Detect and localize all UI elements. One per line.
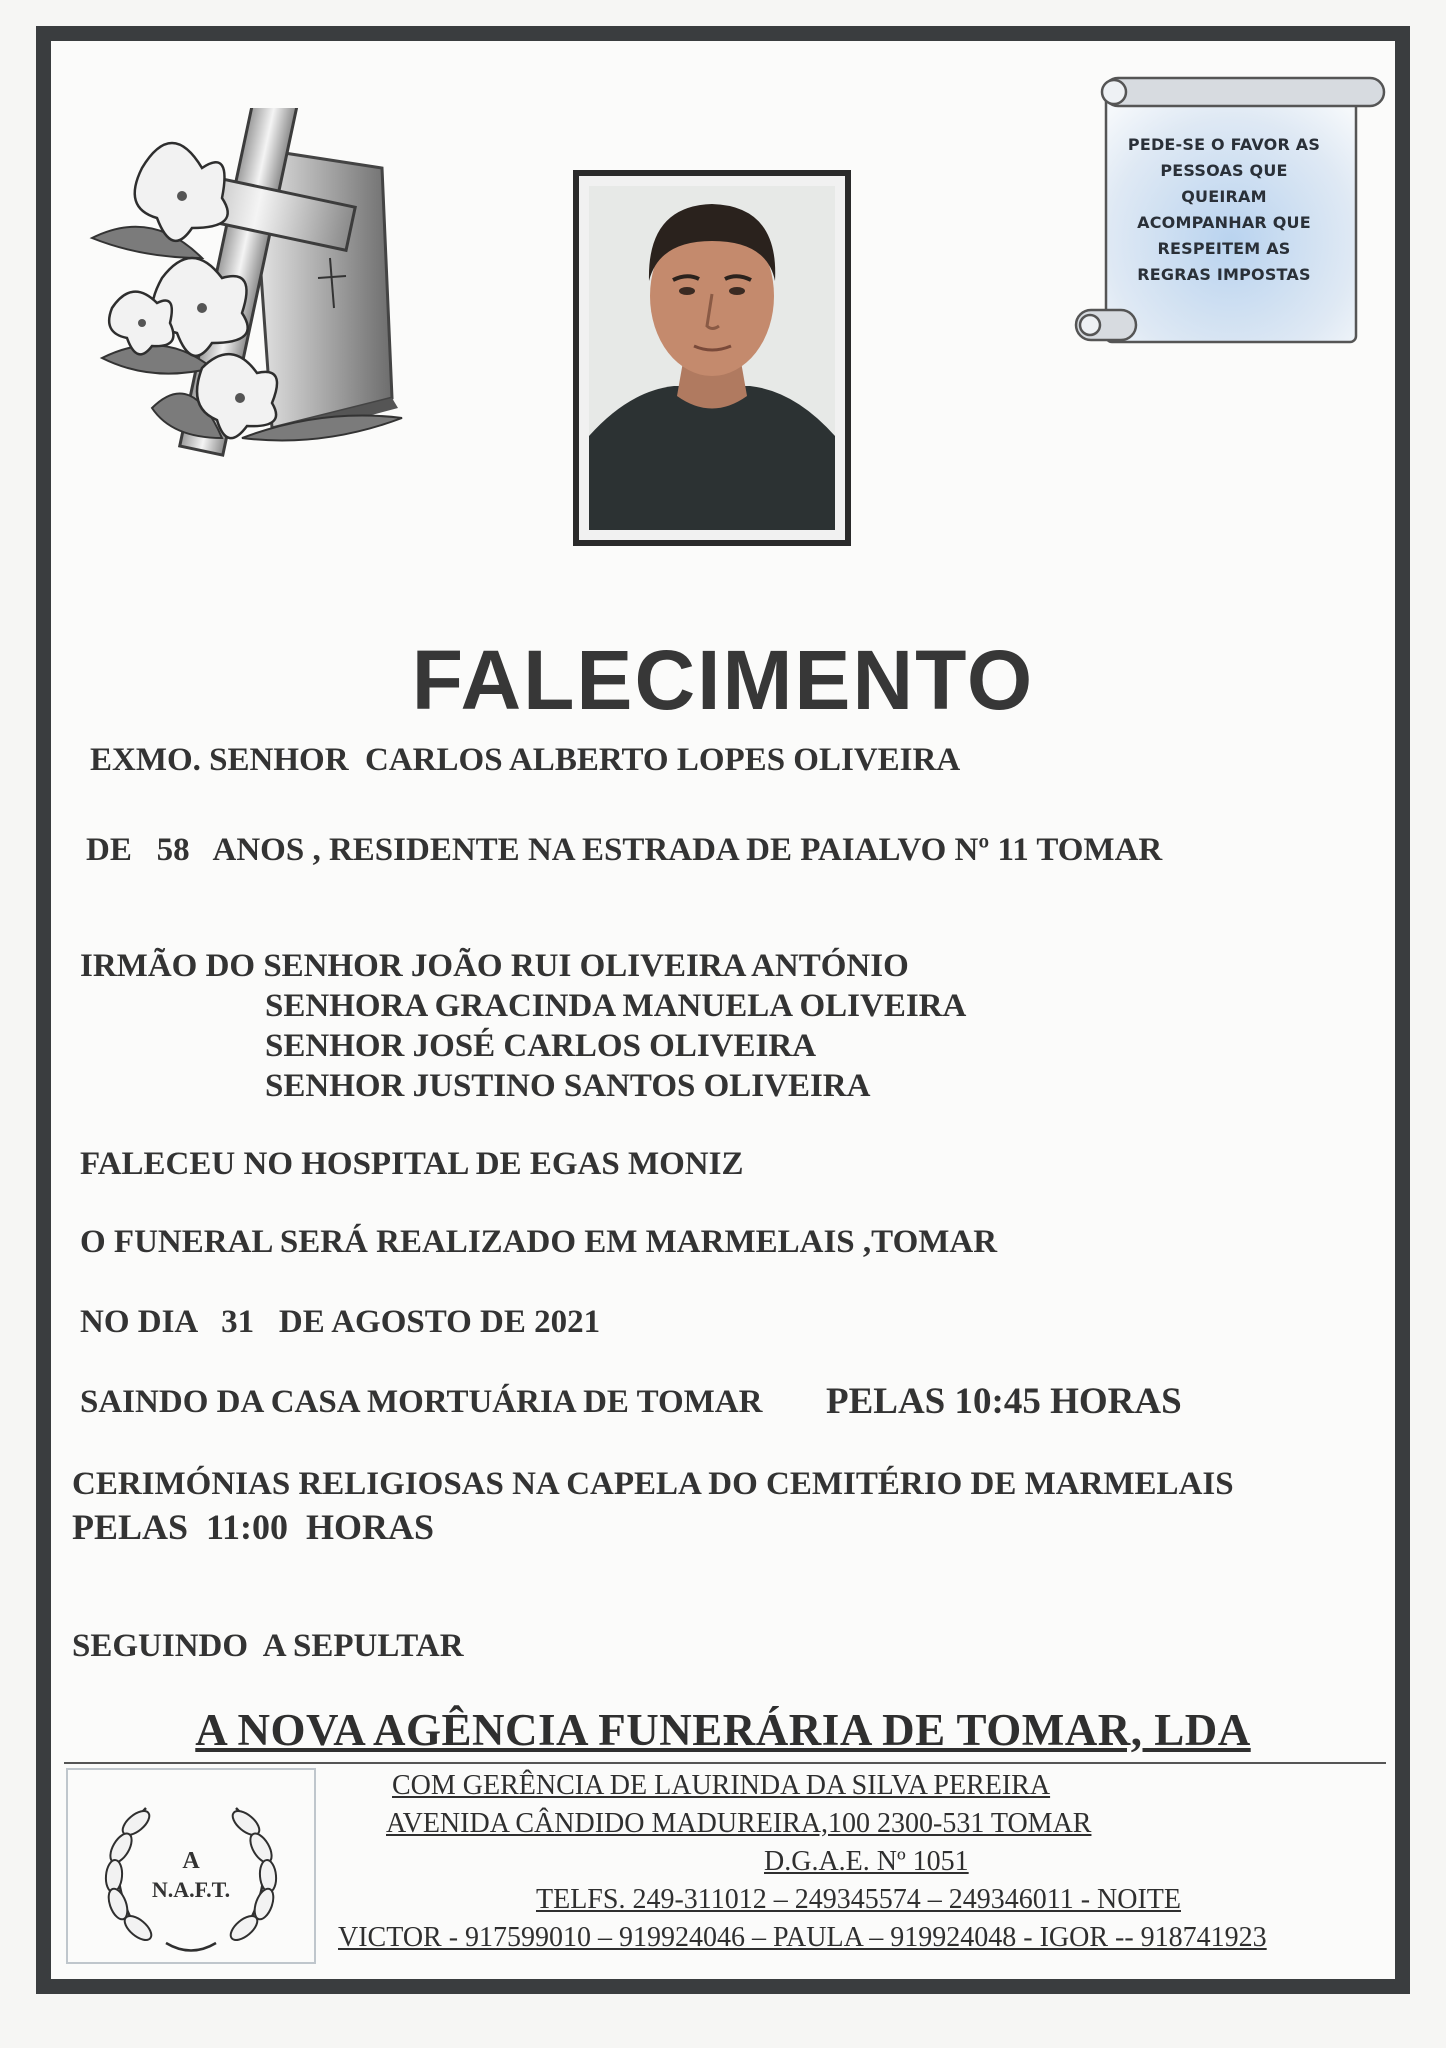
notice-line: RESPEITEM AS xyxy=(1157,239,1291,258)
funeral-place-line: O FUNERAL SERÁ REALIZADO EM MARMELAIS ,TOMAR xyxy=(80,1224,998,1260)
funeral-date-line: NO DIA 31 DE AGOSTO DE 2021 xyxy=(80,1304,601,1340)
cross-lilies-illustration xyxy=(82,108,422,498)
departure-line: SAINDO DA CASA MORTUÁRIA DE TOMAR xyxy=(80,1384,763,1420)
agency-name: A NOVA AGÊNCIA FUNERÁRIA DE TOMAR, LDA xyxy=(195,1705,1251,1755)
agency-address: AVENIDA CÂNDIDO MADUREIRA,100 2300-531 TOMAR xyxy=(386,1808,1092,1839)
agency-night-contacts: VICTOR - 917599010 – 919924046 – PAULA – 919924048 - IGOR -- 918741923 xyxy=(338,1922,1267,1953)
family-line: SENHOR JUSTINO SANTOS OLIVEIRA xyxy=(265,1068,871,1104)
agency-license: D.G.A.E. Nº 1051 xyxy=(764,1846,969,1877)
notice-text xyxy=(1106,132,1342,288)
hospital-line: FALECEU NO HOSPITAL DE EGAS MONIZ xyxy=(80,1146,744,1182)
agency-phones: TELFS. 249-311012 – 249345574 – 249346011 - NOITE xyxy=(536,1884,1181,1915)
page-title: FALECIMENTO xyxy=(411,633,1035,727)
departure-time: PELAS 10:45 HORAS xyxy=(826,1381,1182,1422)
portrait-photo xyxy=(589,186,835,530)
notice-line: PEDE-SE O FAVOR AS xyxy=(1127,135,1321,154)
deceased-age-residence: DE 58 ANOS , RESIDENTE NA ESTRADA DE PAIALVO Nº 11 TOMAR xyxy=(86,832,1163,868)
agency-logo-initials: N.A.F.T. xyxy=(151,1877,231,1902)
family-line: IRMÃO DO SENHOR JOÃO RUI OLIVEIRA ANTÓNIO xyxy=(80,948,909,984)
ceremony-time: PELAS 11:00 HORAS xyxy=(72,1507,435,1547)
agency-logo-letter: A xyxy=(182,1848,200,1874)
burial-line: SEGUINDO A SEPULTAR xyxy=(72,1628,464,1664)
agency-logo-text xyxy=(66,1848,316,1903)
notice-line: QUEIRAM xyxy=(1181,187,1267,206)
notice-line: ACOMPANHAR QUE xyxy=(1137,213,1311,232)
notice-line: PESSOAS QUE xyxy=(1160,161,1288,180)
family-line: SENHORA GRACINDA MANUELA OLIVEIRA xyxy=(265,988,967,1024)
agency-divider xyxy=(64,1762,1386,1764)
portrait-photo-frame xyxy=(573,170,851,546)
ceremony-line: CERIMÓNIAS RELIGIOSAS NA CAPELA DO CEMITÉRIO DE MARMELAIS xyxy=(72,1466,1234,1502)
family-line: SENHOR JOSÉ CARLOS OLIVEIRA xyxy=(265,1028,817,1064)
agency-manager: COM GERÊNCIA DE LAURINDA DA SILVA PEREIRA xyxy=(392,1770,1051,1801)
deceased-name: EXMO. SENHOR CARLOS ALBERTO LOPES OLIVEIRA xyxy=(90,742,961,778)
notice-line: REGRAS IMPOSTAS xyxy=(1137,265,1311,284)
